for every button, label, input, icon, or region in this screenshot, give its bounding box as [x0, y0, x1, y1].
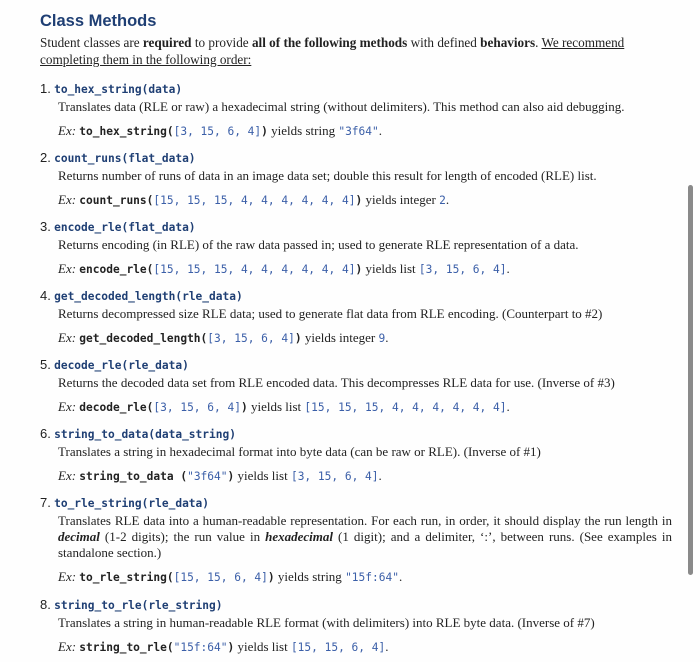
- example-call-close: ): [261, 125, 268, 138]
- method-example: [58, 330, 672, 347]
- description-emphasis-hexadecimal: hexadecimal: [265, 529, 334, 544]
- method-params: (flat_data): [121, 152, 196, 165]
- example-argument: "15f:64": [173, 641, 228, 654]
- example-result: [15, 15, 6, 4]: [290, 641, 386, 654]
- description-text: (1 digit); and a delimiter, ‘:’, between runs. (See examples in standalone section.): [58, 529, 673, 560]
- example-label: Ex:: [58, 468, 77, 483]
- method-description: Translates data (RLE or raw) a hexadecimal string (without delimiters). This method can also aid debugging.: [58, 99, 625, 114]
- method-number: 5.: [40, 357, 51, 372]
- method-params: (rle_data): [175, 290, 243, 303]
- example-call: string_to_rle(: [79, 641, 174, 654]
- intro-recommendation: We recommend completing them in the following order:: [40, 35, 625, 67]
- method-name: to_rle_string: [54, 497, 142, 510]
- intro-text: .: [535, 35, 542, 50]
- example-period: .: [378, 468, 382, 483]
- method-name: get_decoded_length: [54, 290, 176, 303]
- method-number: 8.: [40, 597, 51, 612]
- example-call-close: ): [355, 263, 363, 276]
- page-title: Class Methods: [40, 12, 157, 30]
- method-params: (rle_string): [141, 599, 223, 612]
- intro-paragraph: [40, 34, 668, 68]
- example-call-close: ): [240, 401, 248, 414]
- method-description: Returns decompressed size RLE data; used to generate flat data from RLE encoding. (Counterpart to #2): [58, 306, 603, 321]
- intro-bold-behaviors: behaviors: [480, 35, 536, 50]
- example-yields: yields list: [362, 261, 419, 276]
- method-params: (rle_data): [141, 497, 210, 510]
- example-argument: [3, 15, 6, 4]: [207, 332, 295, 345]
- example-yields: yields string: [267, 123, 339, 138]
- method-description: Returns encoding (in RLE) of the raw data passed in; used to generate RLE representation of a data.: [58, 237, 579, 252]
- example-label: Ex:: [58, 330, 77, 345]
- method-description: [58, 513, 672, 561]
- method-example: [58, 192, 672, 209]
- example-label: Ex:: [58, 569, 77, 584]
- method-item: [40, 426, 672, 485]
- method-example: [58, 123, 672, 140]
- example-label: Ex:: [58, 639, 77, 654]
- example-result: 9: [378, 332, 386, 345]
- method-params: (data): [141, 83, 183, 96]
- method-example: [58, 569, 672, 586]
- method-number: 3.: [40, 219, 51, 234]
- example-result: [15, 15, 15, 4, 4, 4, 4, 4, 4]: [304, 401, 507, 414]
- example-label: Ex:: [58, 261, 77, 276]
- description-emphasis-decimal: decimal: [58, 529, 100, 544]
- example-result: "3f64": [338, 125, 379, 138]
- description-text: (1-2 digits); the run value in: [99, 529, 266, 544]
- example-period: .: [378, 123, 382, 138]
- example-call: to_hex_string(: [79, 125, 174, 138]
- method-number: 6.: [40, 426, 51, 441]
- example-period: .: [385, 639, 389, 654]
- intro-text: with defined: [407, 35, 481, 50]
- vertical-scrollbar[interactable]: [688, 185, 693, 575]
- method-example: [58, 639, 672, 656]
- example-call: count_runs(: [79, 194, 154, 207]
- example-result: [3, 15, 6, 4]: [418, 263, 507, 276]
- method-name: string_to_rle: [54, 599, 142, 612]
- example-argument: [3, 15, 6, 4]: [153, 401, 241, 414]
- method-name: string_to_data: [54, 428, 149, 441]
- example-yields: yields list: [247, 399, 305, 414]
- method-item: [40, 288, 672, 347]
- example-period: .: [385, 330, 389, 345]
- method-name: decode_rle: [54, 359, 122, 372]
- example-call: decode_rle(: [79, 401, 154, 414]
- example-yields: yields list: [234, 639, 291, 654]
- example-argument: "3f64": [187, 470, 228, 483]
- method-item: [40, 357, 672, 416]
- method-description: Returns number of runs of data in an image data set; double this result for length of encoded (RLE) list.: [58, 168, 597, 183]
- intro-text: to provide: [191, 35, 252, 50]
- example-call: string_to_data (: [79, 470, 188, 483]
- method-description: Translates a string in hexadecimal format into byte data (can be raw or RLE). (Inverse of #1): [58, 444, 541, 459]
- example-argument: [3, 15, 6, 4]: [173, 125, 262, 138]
- example-call: encode_rle(: [79, 263, 154, 276]
- method-name: count_runs: [54, 152, 122, 165]
- example-argument: [15, 15, 15, 4, 4, 4, 4, 4, 4]: [153, 263, 356, 276]
- method-item: [40, 150, 672, 209]
- example-label: Ex:: [58, 123, 77, 138]
- intro-bold-required: required: [142, 35, 192, 50]
- example-call-close: ): [294, 332, 302, 345]
- example-period: .: [506, 399, 510, 414]
- example-yields: yields integer: [301, 330, 379, 345]
- example-call-close: ): [355, 194, 363, 207]
- example-period: .: [445, 192, 450, 207]
- method-description: Returns the decoded data set from RLE encoded data. This decompresses RLE data for use. (Inverse of #3): [58, 375, 615, 390]
- example-result: 2: [439, 194, 446, 207]
- method-params: (rle_data): [121, 359, 189, 372]
- method-number: 7.: [40, 495, 51, 510]
- method-number: 2.: [40, 150, 51, 165]
- method-name: encode_rle: [54, 221, 122, 234]
- example-period: .: [506, 261, 510, 276]
- method-description: Translates a string in human-readable RLE format (with delimiters) into RLE byte data. (Inverse of #7): [58, 615, 595, 630]
- method-example: [58, 468, 672, 485]
- example-label: Ex:: [58, 192, 77, 207]
- example-call: to_rle_string(: [79, 571, 174, 584]
- method-item: [40, 495, 672, 586]
- example-argument: [15, 15, 6, 4]: [173, 571, 268, 584]
- example-call-close: ): [227, 470, 235, 483]
- method-params: (flat_data): [121, 221, 196, 234]
- method-number: 4.: [40, 288, 51, 303]
- example-yields: yields string: [274, 569, 346, 584]
- intro-text: Student classes are: [40, 35, 143, 50]
- method-item: [40, 597, 672, 656]
- example-call-close: ): [227, 641, 235, 654]
- method-params: (data_string): [148, 428, 236, 441]
- description-text: Translates RLE data into a human-readable representation. For each run, in order, it should display the run length in: [58, 513, 672, 528]
- method-item: [40, 219, 672, 278]
- method-name: to_hex_string: [54, 83, 142, 96]
- example-result: [3, 15, 6, 4]: [290, 470, 379, 483]
- example-result: "15f:64": [345, 571, 399, 584]
- method-example: [58, 399, 672, 416]
- example-yields: yields integer: [362, 192, 440, 207]
- method-item: [40, 81, 672, 140]
- example-argument: [15, 15, 15, 4, 4, 4, 4, 4, 4]: [153, 194, 356, 207]
- method-number: 1.: [40, 81, 51, 96]
- method-example: [58, 261, 672, 278]
- example-call: get_decoded_length(: [79, 332, 208, 345]
- example-period: .: [398, 569, 403, 584]
- example-call-close: ): [267, 571, 275, 584]
- example-label: Ex:: [58, 399, 77, 414]
- example-yields: yields list: [234, 468, 291, 483]
- intro-bold-methods: all of the following methods: [251, 35, 408, 50]
